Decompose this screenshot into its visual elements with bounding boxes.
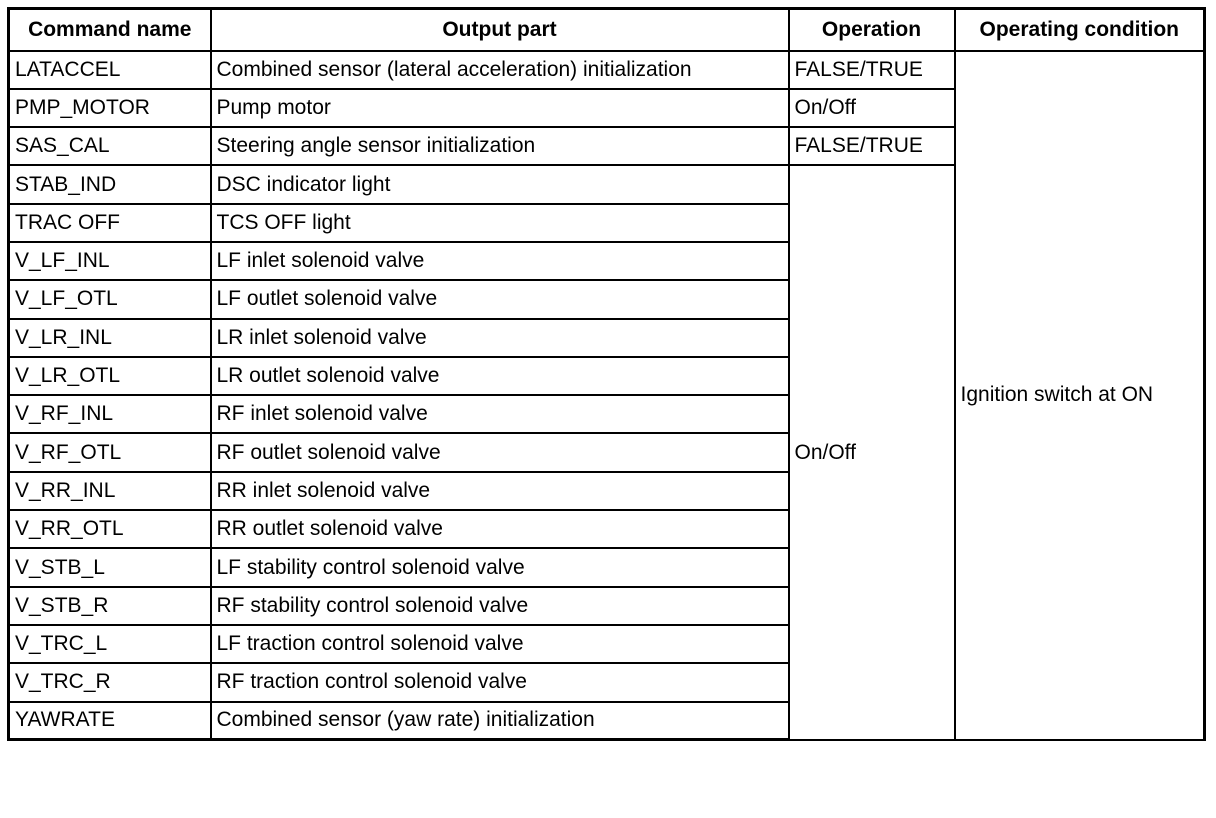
- output-cell: LF traction control solenoid valve: [211, 625, 789, 663]
- command-cell: V_STB_L: [9, 548, 211, 586]
- output-cell: RF inlet solenoid valve: [211, 395, 789, 433]
- table-row: [9, 51, 1205, 89]
- output-cell: TCS OFF light: [211, 204, 789, 242]
- output-cell: Steering angle sensor initialization: [211, 127, 789, 165]
- command-cell: V_RR_INL: [9, 472, 211, 510]
- header-row: [9, 9, 1205, 51]
- output-cell: LR outlet solenoid valve: [211, 357, 789, 395]
- command-cell: YAWRATE: [9, 702, 211, 740]
- command-cell: V_LR_OTL: [9, 357, 211, 395]
- output-cell: Pump motor: [211, 89, 789, 127]
- output-cell: LF outlet solenoid valve: [211, 280, 789, 318]
- command-cell: LATACCEL: [9, 51, 211, 89]
- output-cell: LF inlet solenoid valve: [211, 242, 789, 280]
- header-output-part: Output part: [211, 9, 789, 51]
- output-cell: RF outlet solenoid valve: [211, 433, 789, 471]
- command-cell: V_TRC_R: [9, 663, 211, 701]
- header-operation: Operation: [789, 9, 955, 51]
- output-cell: DSC indicator light: [211, 165, 789, 203]
- command-cell: V_LR_INL: [9, 319, 211, 357]
- command-cell: V_RF_INL: [9, 395, 211, 433]
- output-cell: Combined sensor (lateral acceleration) initialization: [211, 51, 789, 89]
- operating-condition-cell: Ignition switch at ON: [955, 51, 1205, 740]
- command-cell: V_STB_R: [9, 587, 211, 625]
- output-cell: LF stability control solenoid valve: [211, 548, 789, 586]
- command-table: [7, 7, 1206, 741]
- command-cell: V_RR_OTL: [9, 510, 211, 548]
- command-cell: SAS_CAL: [9, 127, 211, 165]
- command-cell: V_LF_OTL: [9, 280, 211, 318]
- operation-group-cell: On/Off: [789, 165, 955, 739]
- operation-cell: FALSE/TRUE: [789, 127, 955, 165]
- operation-cell: On/Off: [789, 89, 955, 127]
- output-cell: RF stability control solenoid valve: [211, 587, 789, 625]
- output-cell: Combined sensor (yaw rate) initialization: [211, 702, 789, 740]
- output-cell: RR outlet solenoid valve: [211, 510, 789, 548]
- header-command-name: Command name: [9, 9, 211, 51]
- operation-cell: FALSE/TRUE: [789, 51, 955, 89]
- header-operating-condition: Operating condition: [955, 9, 1205, 51]
- command-cell: STAB_IND: [9, 165, 211, 203]
- output-cell: RR inlet solenoid valve: [211, 472, 789, 510]
- command-cell: V_LF_INL: [9, 242, 211, 280]
- output-cell: LR inlet solenoid valve: [211, 319, 789, 357]
- command-cell: TRAC OFF: [9, 204, 211, 242]
- command-cell: V_RF_OTL: [9, 433, 211, 471]
- command-cell: V_TRC_L: [9, 625, 211, 663]
- command-cell: PMP_MOTOR: [9, 89, 211, 127]
- output-cell: RF traction control solenoid valve: [211, 663, 789, 701]
